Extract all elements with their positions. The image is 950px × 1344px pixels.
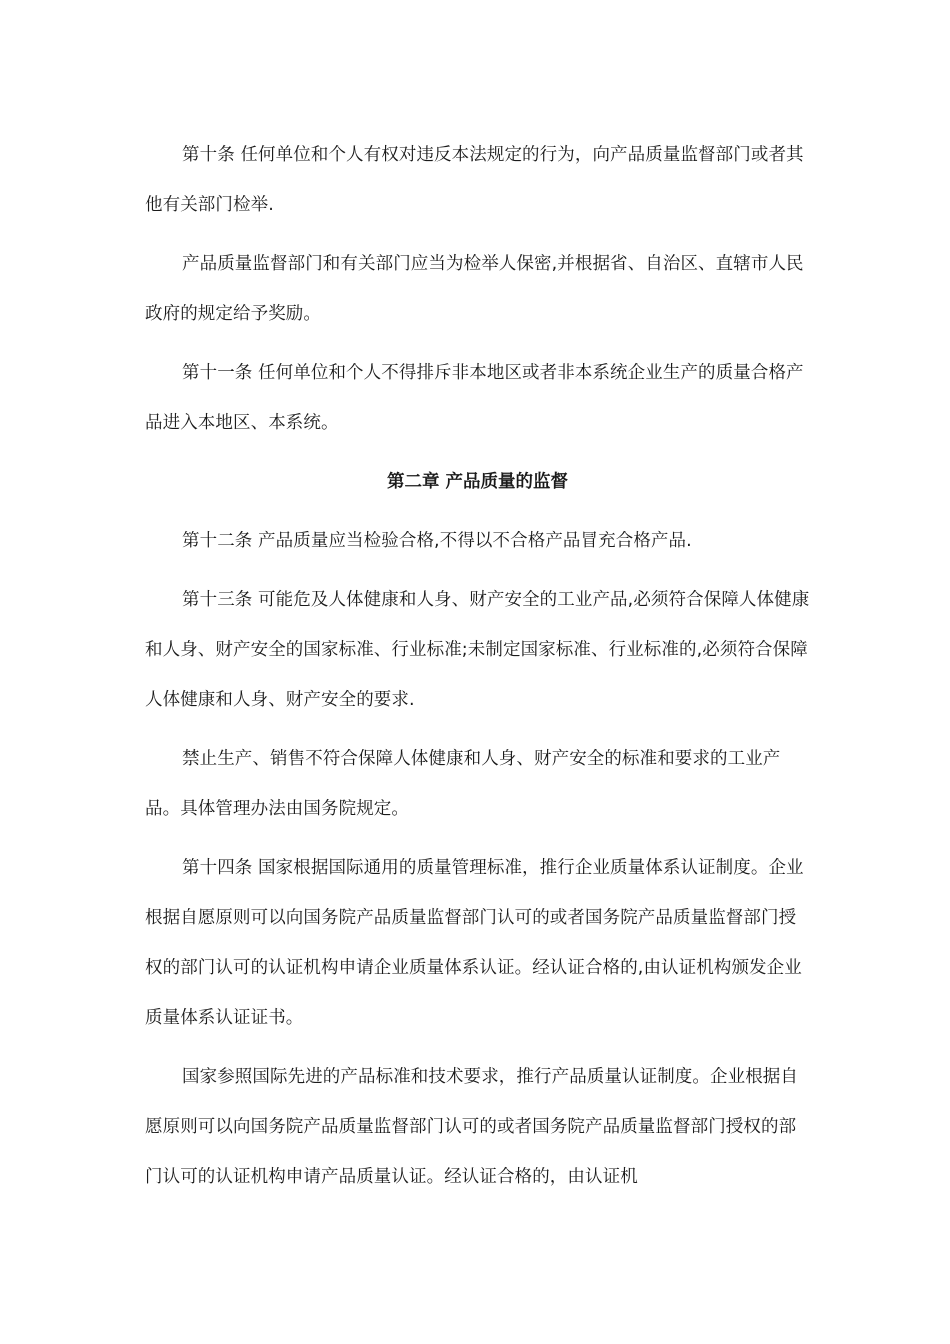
paragraph-article-12: 第十二条 产品质量应当检验合格,不得以不合格产品冒充合格产品.	[182, 531, 692, 551]
paragraph-article-13-prohibition: 禁止生产、销售不符合保障人体健康和人身、财产安全的标准和要求的工业产品。具体管理办法由国务院规定。	[145, 749, 781, 819]
paragraph-article-10: 第十条 任何单位和个人有权对违反本法规定的行为，向产品质量监督部门或者其他有关部门检举.	[145, 145, 804, 215]
paragraph-article-10-reward: 产品质量监督部门和有关部门应当为检举人保密,并根据省、自治区、直辖市人民政府的规定给予奖励。	[145, 254, 804, 324]
paragraph-article-13: 第十三条 可能危及人体健康和人身、财产安全的工业产品,必须符合保障人体健康和人身、财产安全的国家标准、行业标准;未制定国家标准、行业标准的,必须符合保障人体健康和人身、财产安全的要求.	[145, 590, 810, 710]
document-body	[145, 130, 810, 1211]
paragraph-product-certification: 国家参照国际先进的产品标准和技术要求，推行产品质量认证制度。企业根据自愿原则可以向国务院产品质量监督部门认可的或者国务院产品质量监督部门授权的部门认可的认证机构申请产品质量认证。经认证合格的，由认证机	[145, 1067, 798, 1187]
paragraph-article-14: 第十四条 国家根据国际通用的质量管理标准，推行企业质量体系认证制度。企业根据自愿原则可以向国务院产品质量监督部门认可的或者国务院产品质量监督部门授权的部门认可的认证机构申请企业质量体系认证。经认证合格的,由认证机构颁发企业质量体系认证证书。	[145, 858, 804, 1028]
chapter-heading: 第二章 产品质量的监督	[386, 472, 569, 492]
paragraph-article-11: 第十一条 任何单位和个人不得排斥非本地区或者非本系统企业生产的质量合格产品进入本地区、本系统。	[145, 363, 804, 433]
